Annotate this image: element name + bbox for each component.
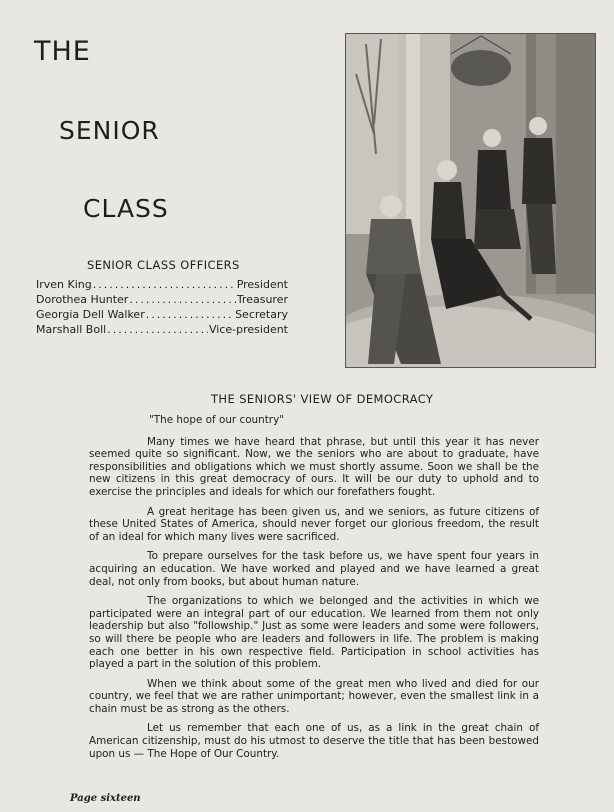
essay-quote: "The hope of our country" (149, 414, 284, 426)
officer-name: Irven King (36, 278, 92, 291)
heading-the: THE (34, 36, 91, 67)
essay-title: THE SENIORS' VIEW OF DEMOCRACY (211, 392, 434, 406)
essay-paragraph: Many times we have heard that phrase, but until this year it has never seemed quite so significant. Now, we the seniors who are about to graduate, have responsibilities and obligations which we must shortly assume. Soon we shall be the new citizens in this great democracy of ours. It will be our duty to uphold and to exercise the principles and ideals for which our forefathers fought. (89, 435, 539, 498)
officer-row (36, 293, 288, 308)
officer-role: President (236, 278, 288, 291)
essay-body (89, 414, 539, 767)
officer-name: Dorothea Hunter (36, 293, 129, 306)
officers-title: SENIOR CLASS OFFICERS (87, 258, 240, 272)
officer-name: Marshall Boll (36, 323, 107, 336)
officer-row (36, 278, 288, 293)
officer-role: Treasurer (236, 293, 288, 306)
photo-illustration (346, 34, 595, 367)
heading-class: CLASS (83, 194, 169, 223)
essay-paragraph: A great heritage has been given us, and we seniors, as future citizens of these United States of America, should never forget our glorious freedom, the result of an ideal for which many lives were sacrificed. (89, 505, 539, 543)
essay-paragraph: Let us remember that each one of us, as a link in the great chain of American citizenship, must do his utmost to deserve the title that has been bestowed upon us — The Hope of Our Country. (89, 722, 539, 760)
officer-name: Georgia Dell Walker (36, 308, 145, 321)
officer-row (36, 323, 288, 338)
officer-role: Vice-president (209, 323, 288, 336)
officer-row (36, 308, 288, 323)
heading-senior: SENIOR (59, 116, 160, 145)
essay-paragraph: When we think about some of the great men who lived and died for our country, we feel that we are rather unimportant; however, even the smallest link in a chain must be as strong as the others. (89, 677, 539, 715)
officer-role: Secretary (235, 308, 288, 321)
page-number: Page sixteen (70, 793, 141, 804)
essay-paragraph: To prepare ourselves for the task before us, we have spent four years in acquiring an education. We have worked and played and we have learned a great deal, not only from books, but about human nature. (89, 550, 539, 588)
essay-paragraph: The organizations to which we belonged and the activities in which we participated were an integral part of our education. We learned from them not only leadership but also "followship." Just as some were leaders and some were followers, so will there be people who are leaders and followers in life. The problem is making each one better in his own respective field. Participation in school activities has played a part in the solution of this problem. (89, 595, 539, 671)
officers-list (36, 278, 288, 338)
senior-officers-photo (345, 33, 596, 368)
